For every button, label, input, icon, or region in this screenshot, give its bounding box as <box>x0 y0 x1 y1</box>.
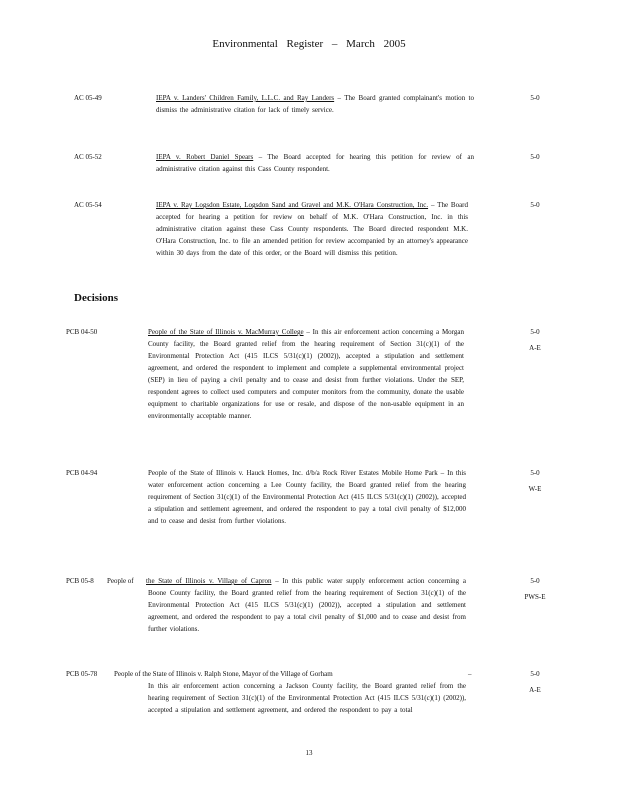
case-summary: – The Board granted complainant's motion to dismiss the administrative citation for lack of timely service. <box>156 94 474 114</box>
entry-text <box>156 92 474 116</box>
vote-count: 5-0 <box>530 153 540 161</box>
case-caption: People of the State of Illinois v. MacMurray College <box>148 328 304 336</box>
entry-text <box>148 326 464 422</box>
case-summary: In this air enforcement action concerning a Jackson County facility, the Board granted relief from the hearing requirement of Section 31(c)(1) of the Environmental Protection Act (415 ILCS 5/31(c)(1) (2002)), accepted a stipulation and settlement agreement, and ordered the respondent to pay a total <box>148 682 466 714</box>
vote-count: 5-0 <box>530 469 540 477</box>
vote-count: 5-0 <box>530 670 540 678</box>
case-number: AC 05-54 <box>74 201 102 209</box>
case-number: AC 05-49 <box>74 94 102 102</box>
entry-text <box>156 199 468 259</box>
case-caption: IEPA v. Robert Daniel Spears <box>156 153 254 161</box>
case-number: PCB 04-94 <box>66 469 98 477</box>
page-header: Environmental Register – March 2005 <box>212 38 406 50</box>
entry-text <box>156 151 474 175</box>
entry-text <box>148 467 466 527</box>
case-summary: – The Board accepted for hearing a petition for review on behalf of M.K. O'Hara Construction, Inc. in this administrative citation against these Cass County respondents. The Board directed respondent M.K. O'Hara Construction, Inc. to file an amended petition for review accompanied by an attorney's appearance within 30 days from the date of this order, or the Board will dismiss this petition. <box>156 201 469 257</box>
vote-count: 5-0 <box>530 577 540 585</box>
vote-count: 5-0 <box>530 94 540 102</box>
case-caption-prefix: People of <box>107 577 134 585</box>
case-summary: – In this water enforcement action concerning a Lee County facility, the Board granted relief from the hearing requirement of Section 31(c)(1) of the Environmental Protection Act (415 ILCS 5/31(c)(1) (2002)), accepted a stipulation and settlement agreement, and ordered the respondent to pay a total civil penalty of $12,000 and to cease and desist from further violations. <box>148 469 466 525</box>
case-caption-prefix: People of the State of Illinois v. Ralph Stone, Mayor of the Village of Gorham <box>114 670 333 678</box>
case-number: PCB 05-78 <box>66 670 98 678</box>
case-summary: – In this air enforcement action concerning a Morgan County facility, the Board granted relief from the hearing requirement of Section 31(c)(1) of the Environmental Protection Act (415 ILCS 5/31(c)(1) (2002)), accepted a stipulation and settlement agreement, and ordered the respondent to implement and complete a supplemental environmental project (SEP) in lieu of paying a civil penalty and to cease and desist from further violations. Under the SEP, respondent agrees to collect used computers and computer monitors from the community, donate the usable equipment to charitable organizations for use or resale, and dispose of the non-usable equipment in an environmentally acceptable manner. <box>148 328 464 420</box>
case-caption: IEPA v. Ray Logsdon Estate, Logsdon Sand and Gravel and M.K. O'Hara Construction, Inc. <box>156 201 429 209</box>
vote-count: 5-0 <box>530 201 540 209</box>
case-type: W-E <box>528 485 542 493</box>
case-caption: the State of Illinois v. Village of Capron <box>146 577 272 585</box>
case-type: A-E <box>529 344 541 352</box>
entry-text <box>148 575 466 635</box>
case-number: PCB 04-50 <box>66 328 98 336</box>
case-summary: – The Board accepted for hearing this petition for review of an administrative citation against this Cass County respondent. <box>156 153 474 173</box>
page-number: 13 <box>305 749 313 757</box>
case-summary: – In this public water supply enforcement action concerning a Boone County facility, the Board granted relief from the hearing requirement of Section 31(c)(1) of the Environmental Protection Act (415 ILCS 5/31(c)(1) (2002)), accepted a stipulation and settlement agreement, and ordered the respondent to pay a total civil penalty of $1,000 and to cease and desist from further violations. <box>148 577 466 633</box>
caption-dash: – <box>468 670 472 678</box>
vote-count: 5-0 <box>530 328 540 336</box>
case-caption: IEPA v. Landers' Children Family, L.L.C. and Ray Landers <box>156 94 335 102</box>
case-number: AC 05-52 <box>74 153 102 161</box>
entry-text <box>148 680 466 716</box>
section-heading-decisions: Decisions <box>74 292 118 304</box>
case-type: PWS-E <box>524 593 546 601</box>
case-caption: People of the State of Illinois v. Hauck Homes, Inc. d/b/a Rock River Estates Mobile Home Park <box>148 469 438 477</box>
case-type: A-E <box>529 686 541 694</box>
case-number: PCB 05-8 <box>66 577 94 585</box>
